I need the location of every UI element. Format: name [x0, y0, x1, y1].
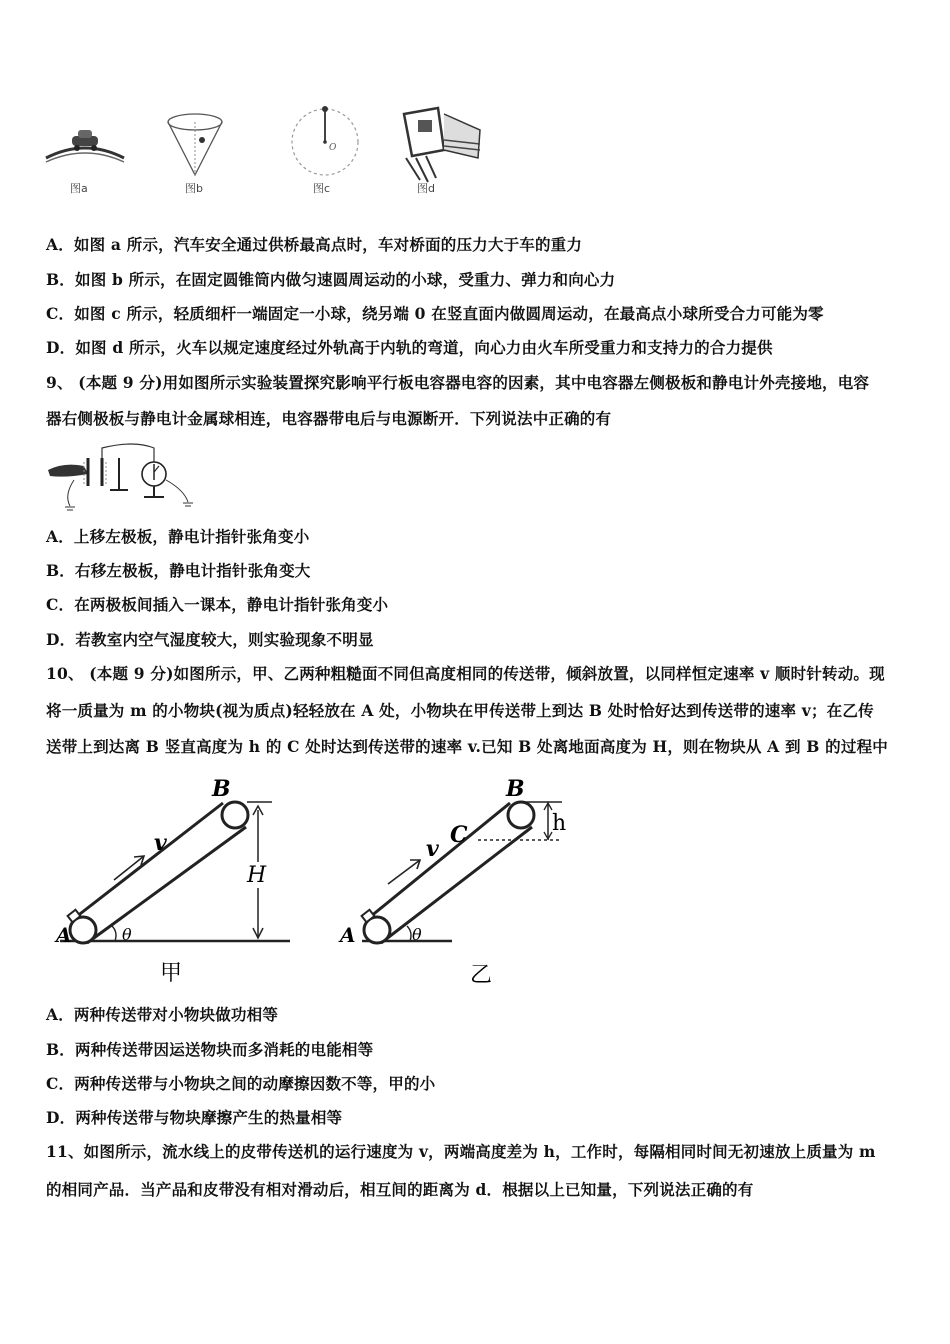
q8-option-a: A．如图 a 所示，汽车安全通过供桥最高点时，车对桥面的压力大于车的重力 [46, 235, 583, 254]
q10-stem-line-1: 10、 (本题 9 分)如图所示，甲、乙两种粗糙面不同但高度相同的传送带，倾斜放置，以同样恒定速率 v 顺时针转动。现 [46, 664, 885, 683]
label-theta-jia: θ [122, 925, 132, 944]
conveyor-jia [54, 776, 290, 986]
caption-a: 图a [70, 182, 88, 195]
q9-option-a: A．上移左极板，静电计指针张角变小 [46, 527, 310, 546]
caption-b: 图b [185, 182, 203, 195]
label-b-jia: B [212, 776, 231, 802]
q9-option-b: B．右移左极板，静电计指针张角变大 [46, 561, 311, 580]
caption-jia: 甲 [160, 961, 183, 986]
q10-stem-line-3: 送带上到达离 B 竖直高度为 h 的 C 处时达到传送带的速率 v.已知 B 处离地面高度为 H，则在物块从 A 到 B 的过程中 [46, 737, 888, 756]
figure-a-car-on-bridge [46, 130, 124, 162]
figure-d-train [404, 108, 480, 182]
caption-d: 图d [417, 182, 435, 195]
q9-capacitor-figure [44, 440, 204, 515]
q8-option-d: D．如图 d 所示，火车以规定速度经过外轨高于内轨的弯道，向心力由火车所受重力和支持力的合力提供 [46, 338, 773, 357]
figure-c-rod-circle [292, 106, 358, 175]
q8-option-b: B．如图 b 所示，在固定圆锥筒内做匀速圆周运动的小球，受重力、弹力和向心力 [46, 270, 616, 289]
q10-conveyor-figures [40, 770, 600, 995]
conveyor-yi [338, 776, 566, 988]
q10-option-b: B．两种传送带因运送物块而多消耗的电能相等 [46, 1040, 374, 1059]
q9-stem-line-2: 器右侧极板与静电计金属球相连，电容器带电后与电源断开．下列说法中正确的有 [46, 409, 612, 428]
q9-option-d: D．若教室内空气湿度较大，则实验现象不明显 [46, 630, 374, 649]
label-theta-yi: θ [412, 925, 422, 944]
q8-option-c: C．如图 c 所示，轻质细杆一端固定一小球，绕另端 0 在竖直面内做圆周运动，在最高点小球所受合力可能为零 [46, 304, 824, 323]
caption-yi: 乙 [470, 963, 493, 988]
q8-figures [40, 100, 500, 205]
label-a-yi: A [340, 923, 356, 947]
label-v-jia: v [154, 830, 167, 856]
center-label-o: O [329, 143, 337, 153]
label-h-big-jia: H [247, 863, 267, 888]
label-b-yi: B [506, 776, 525, 802]
q11-stem-line-2: 的相同产品．当产品和皮带没有相对滑动后，相互间的距离为 d．根据以上已知量，下列说法正确的有 [46, 1180, 754, 1199]
caption-c: 图c [313, 182, 331, 195]
q10-option-a: A．两种传送带对小物块做功相等 [46, 1005, 279, 1024]
q9-option-c: C．在两极板间插入一课本，静电计指针张角变小 [46, 595, 389, 614]
label-c-yi: C [450, 822, 468, 848]
q10-option-c: C．两种传送带与小物块之间的动摩擦因数不等，甲的小 [46, 1074, 436, 1093]
q9-stem-line-1: 9、 (本题 9 分)用如图所示实验装置探究影响平行板电容器电容的因素，其中电容器左侧极板和静电计外壳接地，电容 [46, 373, 870, 392]
q10-stem-line-2: 将一质量为 m 的小物块(视为质点)轻轻放在 A 处，小物块在甲传送带上到达 B 处时恰好达到传送带的速率 v；在乙传 [46, 701, 874, 720]
q10-option-d: D．两种传送带与物块摩擦产生的热量相等 [46, 1108, 343, 1127]
q11-stem-line-1: 11、如图所示，流水线上的皮带传送机的运行速度为 v，两端高度差为 h，工作时，每隔相同时间无初速放上质量为 m [46, 1142, 876, 1161]
label-a-jia: A [56, 923, 72, 947]
label-h-yi: h [552, 811, 567, 836]
figure-b-cone [168, 114, 222, 175]
label-v-yi: v [426, 836, 439, 862]
